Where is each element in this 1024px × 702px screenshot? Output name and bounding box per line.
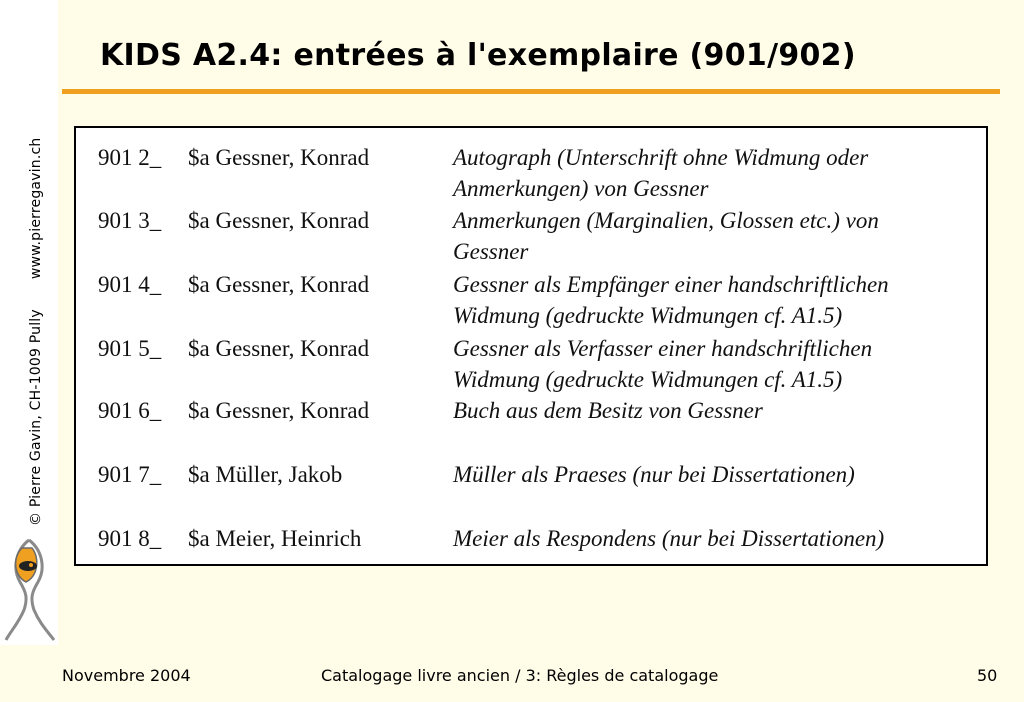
name-subfield: $a Gessner, Konrad xyxy=(188,145,370,170)
name-subfield: $a Gessner, Konrad xyxy=(188,208,370,233)
copyright-text: © Pierre Gavin, CH-1009 Pully xyxy=(28,309,44,526)
title-divider xyxy=(62,89,1000,94)
name-subfield: $a Müller, Jakob xyxy=(188,462,343,487)
slide-title: KIDS A2.4: entrées à l'exemplaire (901/902) xyxy=(100,38,856,73)
entry-description: Müller als Praeses (nur bei Dissertationen) xyxy=(453,462,855,487)
entry-description: Autograph (Unterschrift ohne Widmung oder Anmerkungen) von Gessner xyxy=(453,145,869,201)
field-code: 901 7_ xyxy=(98,462,162,487)
field-code: 901 2_ xyxy=(98,145,162,170)
sidebar xyxy=(0,0,58,645)
footer-course-title: Catalogage livre ancien / 3: Règles de catalogage xyxy=(321,666,719,685)
entry-description: Gessner als Empfänger einer handschriftlichen Widmung (gedruckte Widmungen cf. A1.5) xyxy=(453,272,889,328)
catalog-entries-table xyxy=(74,126,988,566)
name-subfield: $a Gessner, Konrad xyxy=(188,398,370,423)
field-code: 901 8_ xyxy=(98,526,162,551)
name-subfield: $a Meier, Heinrich xyxy=(188,526,362,551)
field-code: 901 4_ xyxy=(98,272,162,297)
field-code: 901 3_ xyxy=(98,208,162,233)
sidebar-credit xyxy=(28,26,44,526)
name-subfield: $a Gessner, Konrad xyxy=(188,336,370,361)
website-link[interactable]: www.pierregavin.ch xyxy=(28,137,44,280)
eye-figure-logo-icon xyxy=(2,536,58,644)
name-subfield: $a Gessner, Konrad xyxy=(188,272,370,297)
entry-description: Anmerkungen (Marginalien, Glossen etc.) von Gessner xyxy=(453,208,879,264)
field-code: 901 6_ xyxy=(98,398,162,423)
page-number: 50 xyxy=(977,666,998,685)
entry-description: Buch aus dem Besitz von Gessner xyxy=(453,398,763,423)
entry-description: Meier als Respondens (nur bei Dissertationen) xyxy=(453,526,885,551)
field-code: 901 5_ xyxy=(98,336,162,361)
footer-date: Novembre 2004 xyxy=(62,666,191,685)
entry-description: Gessner als Verfasser einer handschriftlichen Widmung (gedruckte Widmungen cf. A1.5) xyxy=(453,336,873,392)
